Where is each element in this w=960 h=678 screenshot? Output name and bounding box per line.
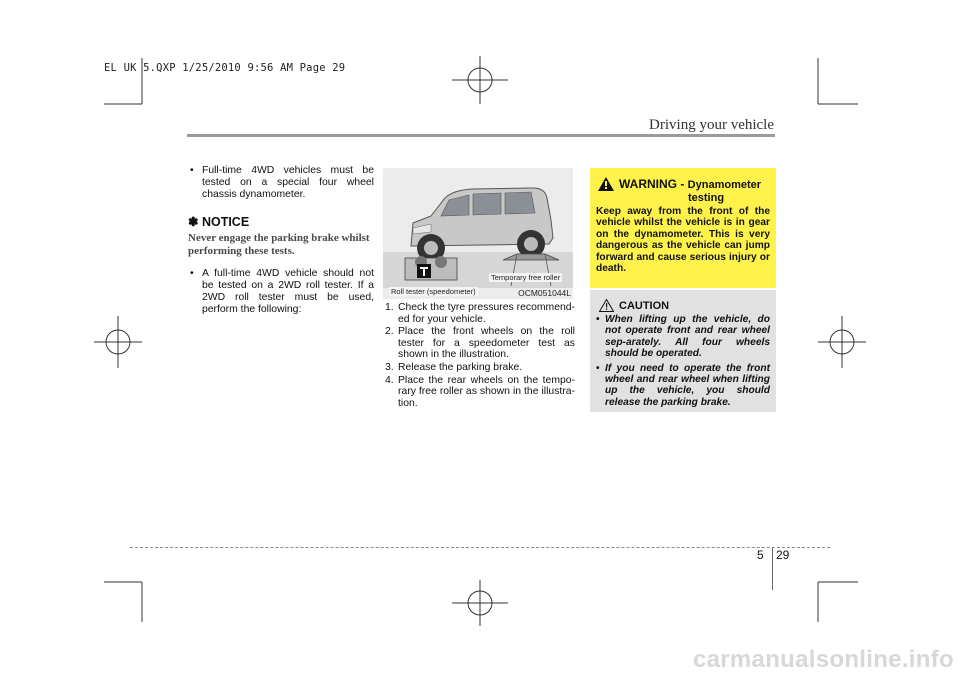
left-column <box>188 165 374 316</box>
step-2 <box>385 326 575 361</box>
step-text: Release the parking brake. <box>398 361 523 373</box>
step-4 <box>385 375 575 410</box>
dynamometer-illustration <box>383 168 573 299</box>
caution-triangle-icon <box>599 299 614 312</box>
page-number-separator <box>772 548 773 590</box>
figure-code: OCM051044L <box>518 288 571 298</box>
warning-body: Keep away from the front of the vehicle whilst the vehicle is in gear on the dynamometer. This is very dangerous as the vehicle can jump forward and cause serious injury or death. <box>596 206 770 275</box>
step-text: Place the front wheels on the roll tester for a speedometer test as shown in the illustration. <box>398 326 575 361</box>
bullet-2wd-roll-tester: • A full-time 4WD vehicle should not be tested on a 2WD roll tester. If a 2WD roll tester must be used, perform the following: <box>188 268 374 316</box>
warning-title-prefix: WARNING - <box>619 177 685 191</box>
step-3 <box>385 362 575 374</box>
step-text: Place the rear wheels on the tempo-rary free roller as shown in the illustra-tion. <box>398 374 575 409</box>
bullet-4wd-testing: • Full-time 4WD vehicles must be tested on a special four wheel chassis dynamometer. <box>188 165 374 201</box>
warning-title-sub1: Dynamometer <box>687 179 762 191</box>
chapter-number: 5 <box>757 548 764 562</box>
warning-title <box>619 178 761 191</box>
caution-list <box>596 314 770 411</box>
warning-box <box>590 168 776 288</box>
caution-box <box>590 290 776 412</box>
title-rule <box>187 134 775 137</box>
notice-title: ✽ NOTICE <box>188 215 250 229</box>
roll-tester-label: Roll tester (speedometer) <box>391 287 476 296</box>
free-roller-label: Temporary free roller <box>491 273 561 282</box>
warning-title-sub2: testing <box>688 192 725 204</box>
caution-item: • When lifting up the vehicle, do not operate front and rear wheel sep-arately. All four wheels should be operated. <box>596 314 770 360</box>
print-slug: EL UK 5.QXP 1/25/2010 9:56 AM Page 29 <box>104 62 346 74</box>
page-number: 29 <box>776 548 790 562</box>
step-number: 2. <box>385 326 394 338</box>
warning-triangle-icon <box>598 177 614 191</box>
step-number: 4. <box>385 374 394 386</box>
caution-item: • If you need to operate the front wheel and rear wheel when lifting up the vehicle, you should release the parking brake. <box>596 363 770 409</box>
step-number: 1. <box>385 302 394 313</box>
caution-title: CAUTION <box>619 300 670 312</box>
step-1 <box>385 302 575 325</box>
section-title: Driving your vehicle <box>649 117 774 133</box>
watermark: carmanualsonline.info <box>692 646 954 673</box>
step-number: 3. <box>385 361 394 373</box>
procedure-steps <box>385 302 575 410</box>
step-text: Check the tyre pressures recommend-ed for your vehicle. <box>398 302 575 325</box>
notice-body: Never engage the parking brake whilst performing these tests. <box>188 232 370 257</box>
footer-rule <box>130 547 830 548</box>
